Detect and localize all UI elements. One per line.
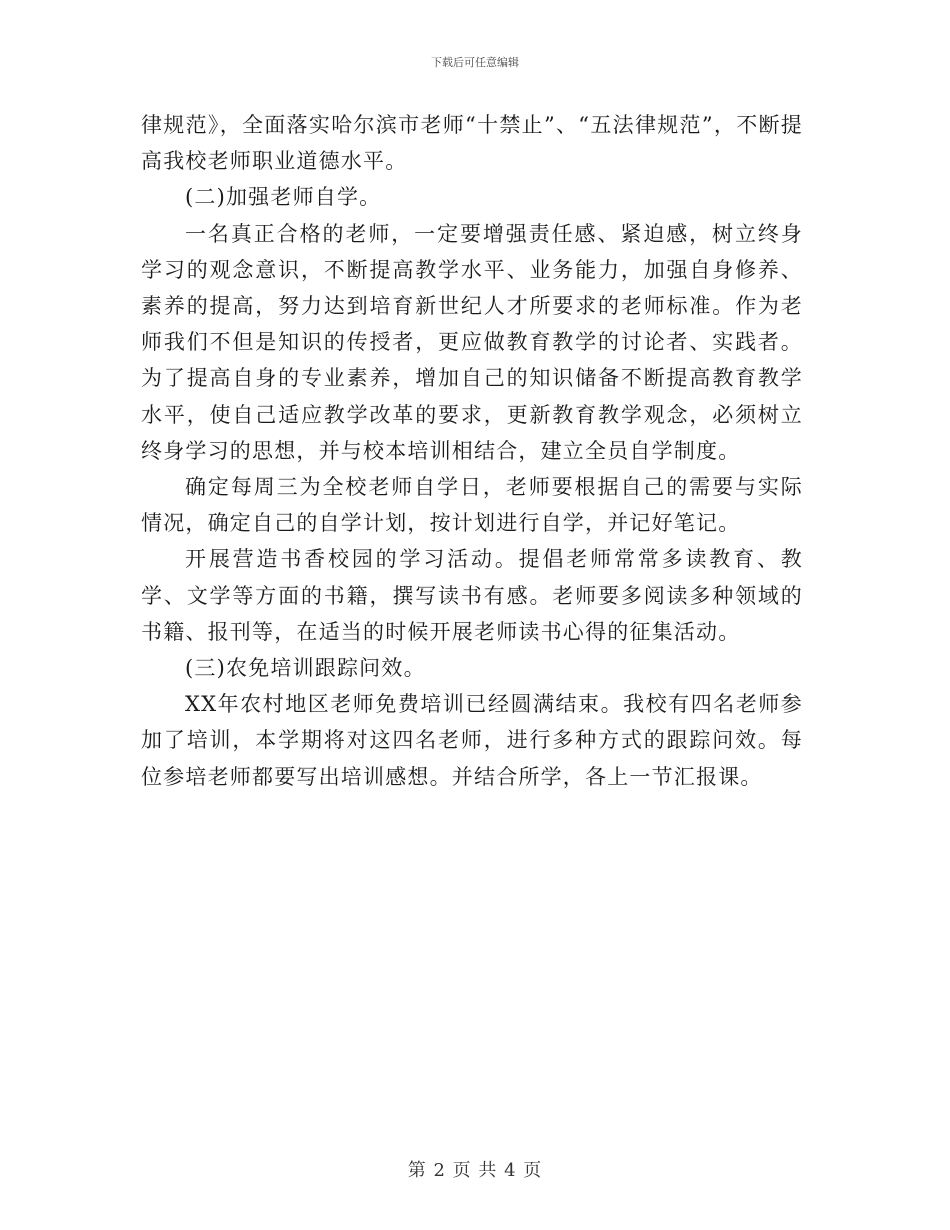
page-header: 下载后可任意编辑 [431, 56, 519, 69]
paragraph: 一名真正合格的老师，一定要增强责任感、紧迫感，树立终身学习的观念意识，不断提高教学水平、业务能力，加强自身修养、素养的提高，努力达到培育新世纪人才所要求的老师标准。作为老师我们不但是知识的传授者，更应做教育教学的讨论者、实践者。为了提高自身的专业素养，增加自己的知识储备不断提高教育教学水平，使自己适应教学改革的要求，更新教育教学观念，必须树立终身学习的思想，并与校本培训相结合，建立全员自学制度。 [141, 221, 803, 463]
paragraph: XX年农村地区老师免费培训已经圆满结束。我校有四名老师参加了培训，本学期将对这四名老师，进行多种方式的跟踪问效。每位参培老师都要写出培训感想。并结合所学，各上一节汇报课。 [141, 692, 803, 789]
body-text [141, 107, 803, 795]
section-heading-2: (二)加强老师自学。 [185, 185, 382, 210]
paragraph: 开展营造书香校园的学习活动。提倡老师常常多读教育、教学、文学等方面的书籍，撰写读书有感。老师要多阅读多种领域的书籍、报刊等，在适当的时候开展老师读书心得的征集活动。 [141, 547, 803, 644]
page-number: 第 2 页 共 4 页 [407, 1160, 543, 1181]
section-heading-3: (三)农免培训跟踪问效。 [185, 656, 426, 681]
paragraph-continuation: 律规范》，全面落实哈尔滨市老师“十禁止”、“五法律规范”，不断提高我校老师职业道德水平。 [141, 113, 803, 174]
paragraph: 确定每周三为全校老师自学日，老师要根据自己的需要与实际情况，确定自己的自学计划，按计划进行自学，并记好笔记。 [141, 475, 803, 536]
